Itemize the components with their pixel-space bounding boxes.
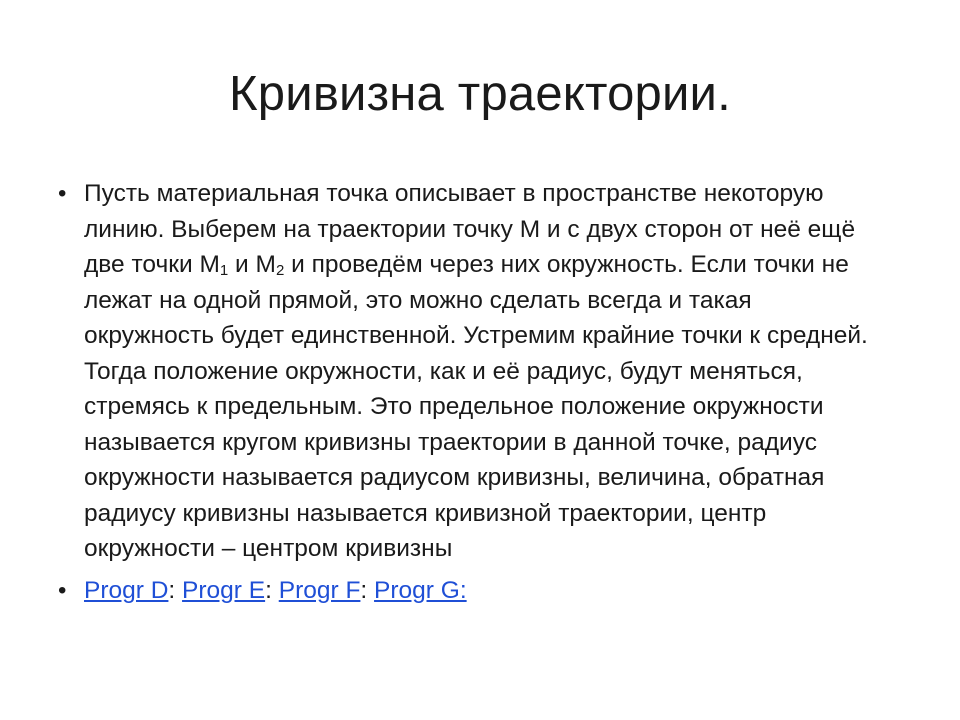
link-progr-f[interactable]: Progr F xyxy=(278,576,361,604)
paragraph-part-2: и М xyxy=(228,251,276,278)
paragraph-part-3: и проведём через них окружность. Если точки не лежат на одной прямой, это можно сделать всегда и такая окружность будет единственной. Устремим крайние точки к средней. Тогда положение окружности, как и её радиус, будут меняться, стремясь к предельным. Это предельное положение окружности называется кругом кривизны траектории в данной точке, радиус окружности называется радиусом кривизны, величина, обратная радиусу кривизны называется кривизной траектории, центр окружности – центром кривизны xyxy=(84,251,868,562)
link-separator: : xyxy=(265,576,279,604)
bullet-item-links xyxy=(58,573,888,609)
links-row xyxy=(84,577,467,604)
bullet-item-definition xyxy=(58,176,888,567)
slide-title: Кривизна траектории. xyxy=(229,67,731,121)
paragraph-part-1: Пусть материальная точка описывает в пространстве некоторую линию. Выберем на траектории точку М и с двух сторон от неё ещё две точки М xyxy=(84,180,856,278)
link-progr-d[interactable]: Progr D xyxy=(84,576,169,604)
slide-body xyxy=(58,176,888,614)
link-progr-g[interactable]: Progr G: xyxy=(374,576,467,604)
link-separator: : xyxy=(360,576,375,604)
link-progr-e[interactable]: Progr E xyxy=(182,576,266,604)
subscript-2: 2 xyxy=(275,262,285,279)
bullet-dot-icon: • xyxy=(58,576,67,604)
link-separator: : xyxy=(168,576,183,604)
subscript-1: 1 xyxy=(219,262,229,279)
paragraph-text xyxy=(84,180,868,562)
bullet-dot-icon: • xyxy=(58,180,67,207)
